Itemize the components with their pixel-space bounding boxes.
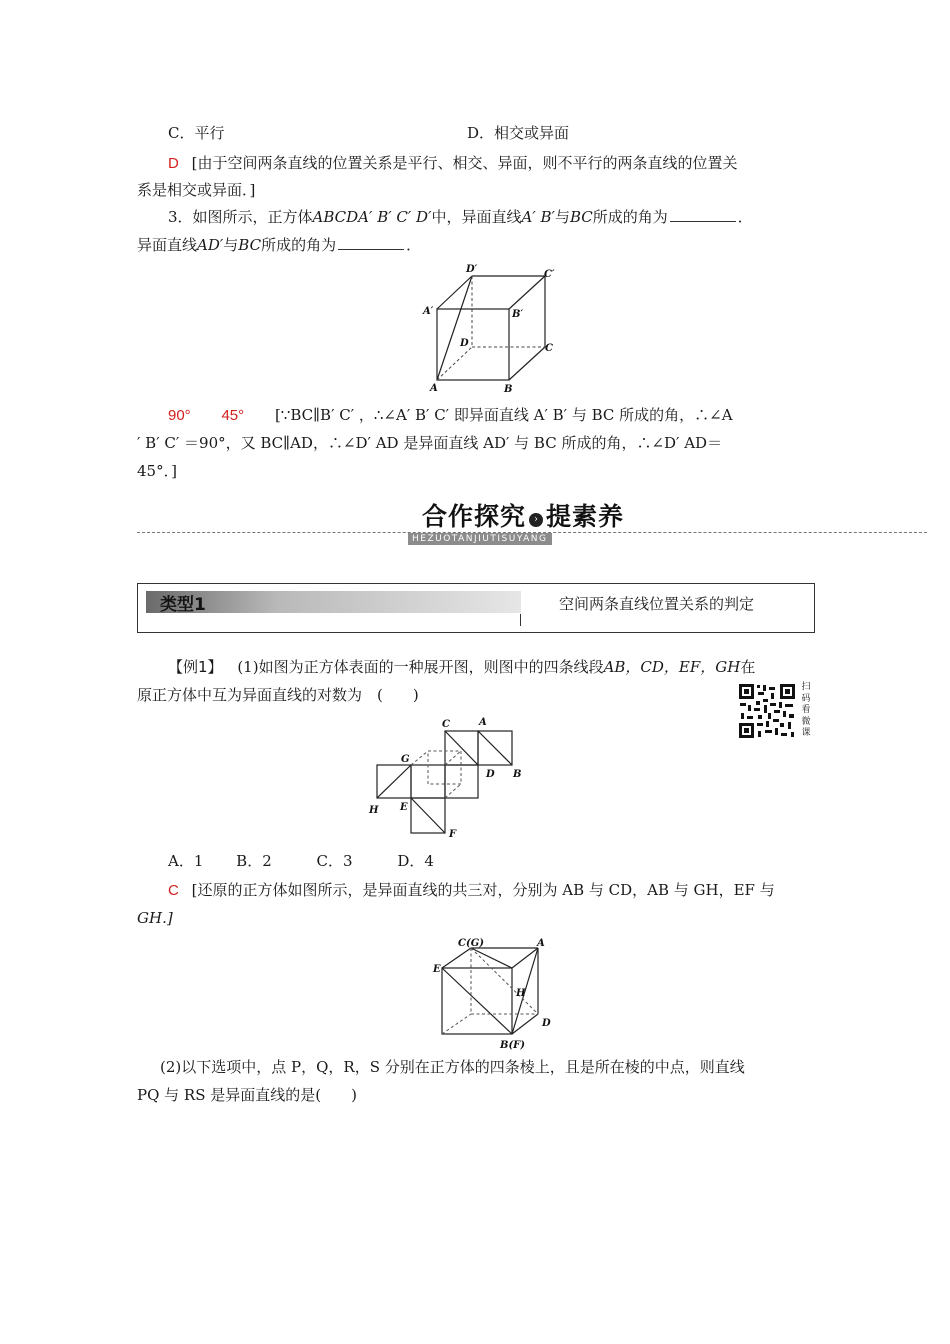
option-a: A．1 <box>168 852 204 870</box>
option-d: D．4 <box>397 852 434 870</box>
cube-net-figure <box>362 713 532 843</box>
q2-explanation-line2: 系是相交或异面．] <box>137 181 256 199</box>
q2-answer: D <box>168 155 179 172</box>
qr-caption-char: 微 <box>801 716 811 727</box>
cube-front-face <box>437 309 509 380</box>
q2-explanation-text: [由于空间两条直线的位置关系是平行、相交、异面，则不平行的两条直线的位置关 <box>191 154 738 172</box>
example1-solution-text: GH.] <box>137 909 173 927</box>
example1-text: 在 <box>740 658 756 676</box>
q3-text: 异面直线 <box>137 236 198 254</box>
q3-line-name: AD′ <box>197 236 224 254</box>
example1-text: (1)如图为正方体表面的一种展开图，则图中的四条线段 <box>237 658 604 676</box>
net-label-g: G <box>401 754 410 765</box>
type-box-tick <box>520 614 521 626</box>
option-c: C．平行 <box>168 124 225 142</box>
label-b1: B′ <box>512 309 524 320</box>
q3-text: 与 <box>223 236 239 254</box>
label-c: C <box>545 343 553 354</box>
cube-label-a: A <box>537 938 545 949</box>
label-d: D <box>460 338 469 349</box>
q3-text: ． <box>406 236 422 254</box>
q3-solution-line1 <box>168 405 733 426</box>
option-c: C．3 <box>316 852 353 870</box>
net-label-e: E <box>400 802 408 813</box>
label-d1: D′ <box>466 264 478 275</box>
type-header-box <box>137 583 815 633</box>
q3-text: 所成的角为 <box>261 236 337 254</box>
chevron-right-icon: › <box>529 513 543 527</box>
q3-line-name: BC <box>238 236 262 254</box>
restored-cube-figure <box>430 936 560 1056</box>
qr-caption-char: 码 <box>801 693 811 704</box>
net-label-h: H <box>369 805 379 816</box>
q3-answer2: 45° <box>221 407 245 424</box>
example1-solution-line2 <box>137 908 173 928</box>
qr-caption-char: 扫 <box>801 682 811 692</box>
example1-answer: C <box>168 882 179 899</box>
q3-text: 与 <box>554 208 570 226</box>
segment-ef <box>411 798 445 833</box>
example1-solution-line1 <box>168 880 775 901</box>
label-b: B <box>504 384 513 395</box>
net-label-b: B <box>513 769 522 780</box>
net-label-f: F <box>449 829 457 840</box>
cube-label-bf: B(F) <box>500 1040 526 1051</box>
example1-part2-line2: PQ 与 RS 是异面直线的是( ) <box>137 1086 357 1104</box>
cube-label-h: H <box>516 988 526 999</box>
cube-figure <box>420 262 560 396</box>
q3-text: 所成的角为 <box>592 208 668 226</box>
option-d: D．相交或异面 <box>467 124 570 142</box>
cube-label-cg: C(G) <box>458 938 484 949</box>
answer-blank <box>338 237 404 250</box>
type-title: 空间两条直线位置关系的判定 <box>559 595 755 613</box>
label-a1: A′ <box>423 306 434 317</box>
q3-solution-line2: ′ B′ C′ ＝90°，又 BC∥AD，∴∠D′ AD 是异面直线 AD′ 与 BC 所成的角，∴∠D′ AD＝ <box>137 434 723 452</box>
qr-caption-char: 课 <box>801 728 811 738</box>
segment-gh-cube <box>471 948 512 968</box>
example1-segments: AB，CD，EF，GH <box>603 658 741 676</box>
q3-solution-line3: 45°．] <box>137 462 177 480</box>
segment-cd <box>445 731 478 765</box>
qr-caption-char: 看 <box>801 705 811 715</box>
qr-code-icon[interactable] <box>738 683 796 739</box>
answer-blank <box>670 209 736 222</box>
example-tag: 【例1】 <box>168 658 223 676</box>
q3-text: ． <box>737 208 753 226</box>
q2-explanation-line1 <box>168 153 737 174</box>
label-c1: C′ <box>544 269 555 280</box>
segment-ab <box>478 731 512 765</box>
cube-label-d: D <box>542 1018 551 1029</box>
segment-ef-cube <box>442 968 512 1034</box>
diagonal-ad1 <box>437 276 472 380</box>
section-divider <box>137 532 927 533</box>
qr-caption <box>801 682 811 740</box>
banner-title-part1: 合作探究 <box>422 502 527 531</box>
segment-gh <box>377 765 411 798</box>
example1-part2-line1: (2)以下选项中，点 P，Q，R，S 分别在正方体的四条棱上，且是所在棱的中点，则直线 <box>160 1058 745 1076</box>
q3-text: 3．如图所示，正方体 <box>168 208 313 226</box>
cube-label-e: E <box>433 964 441 975</box>
q3-solution-text: [∵BC∥B′ C′ ，∴∠A′ B′ C′ 即异面直线 A′ B′ 与 BC 所成的角，∴∠A <box>274 406 733 424</box>
banner-subtitle-text: HEZUOTANJIUTISUYANG <box>408 533 552 545</box>
example1-line2: 原正方体中互为异面直线的对数为 ( ) <box>137 686 419 704</box>
net-label-a: A <box>479 717 487 728</box>
section-banner-subtitle <box>408 527 552 545</box>
example1-solution-text: [还原的正方体如图所示，是异面直线的共三对，分别为 AB 与 CD，AB 与 GH，EF 与 <box>191 881 775 899</box>
example1-line1 <box>168 657 755 677</box>
net-label-c: C <box>442 719 450 730</box>
net-label-d: D <box>486 769 495 780</box>
q3-cube-name: ABCDA′ B′ C′ D′ <box>312 208 432 226</box>
q3-answer1: 90° <box>168 407 191 424</box>
q3-line-name: BC <box>569 208 593 226</box>
q3-question-line1 <box>168 207 753 227</box>
option-b: B．2 <box>236 852 272 870</box>
banner-title-part2: 提素养 <box>546 502 625 531</box>
example1-options <box>168 851 434 871</box>
q3-text: 中，异面直线 <box>431 208 522 226</box>
type-label: 类型1 <box>160 595 206 615</box>
q3-question-line2 <box>137 235 421 255</box>
label-a: A <box>430 383 438 394</box>
q3-line-name: A′ B′ <box>521 208 555 226</box>
